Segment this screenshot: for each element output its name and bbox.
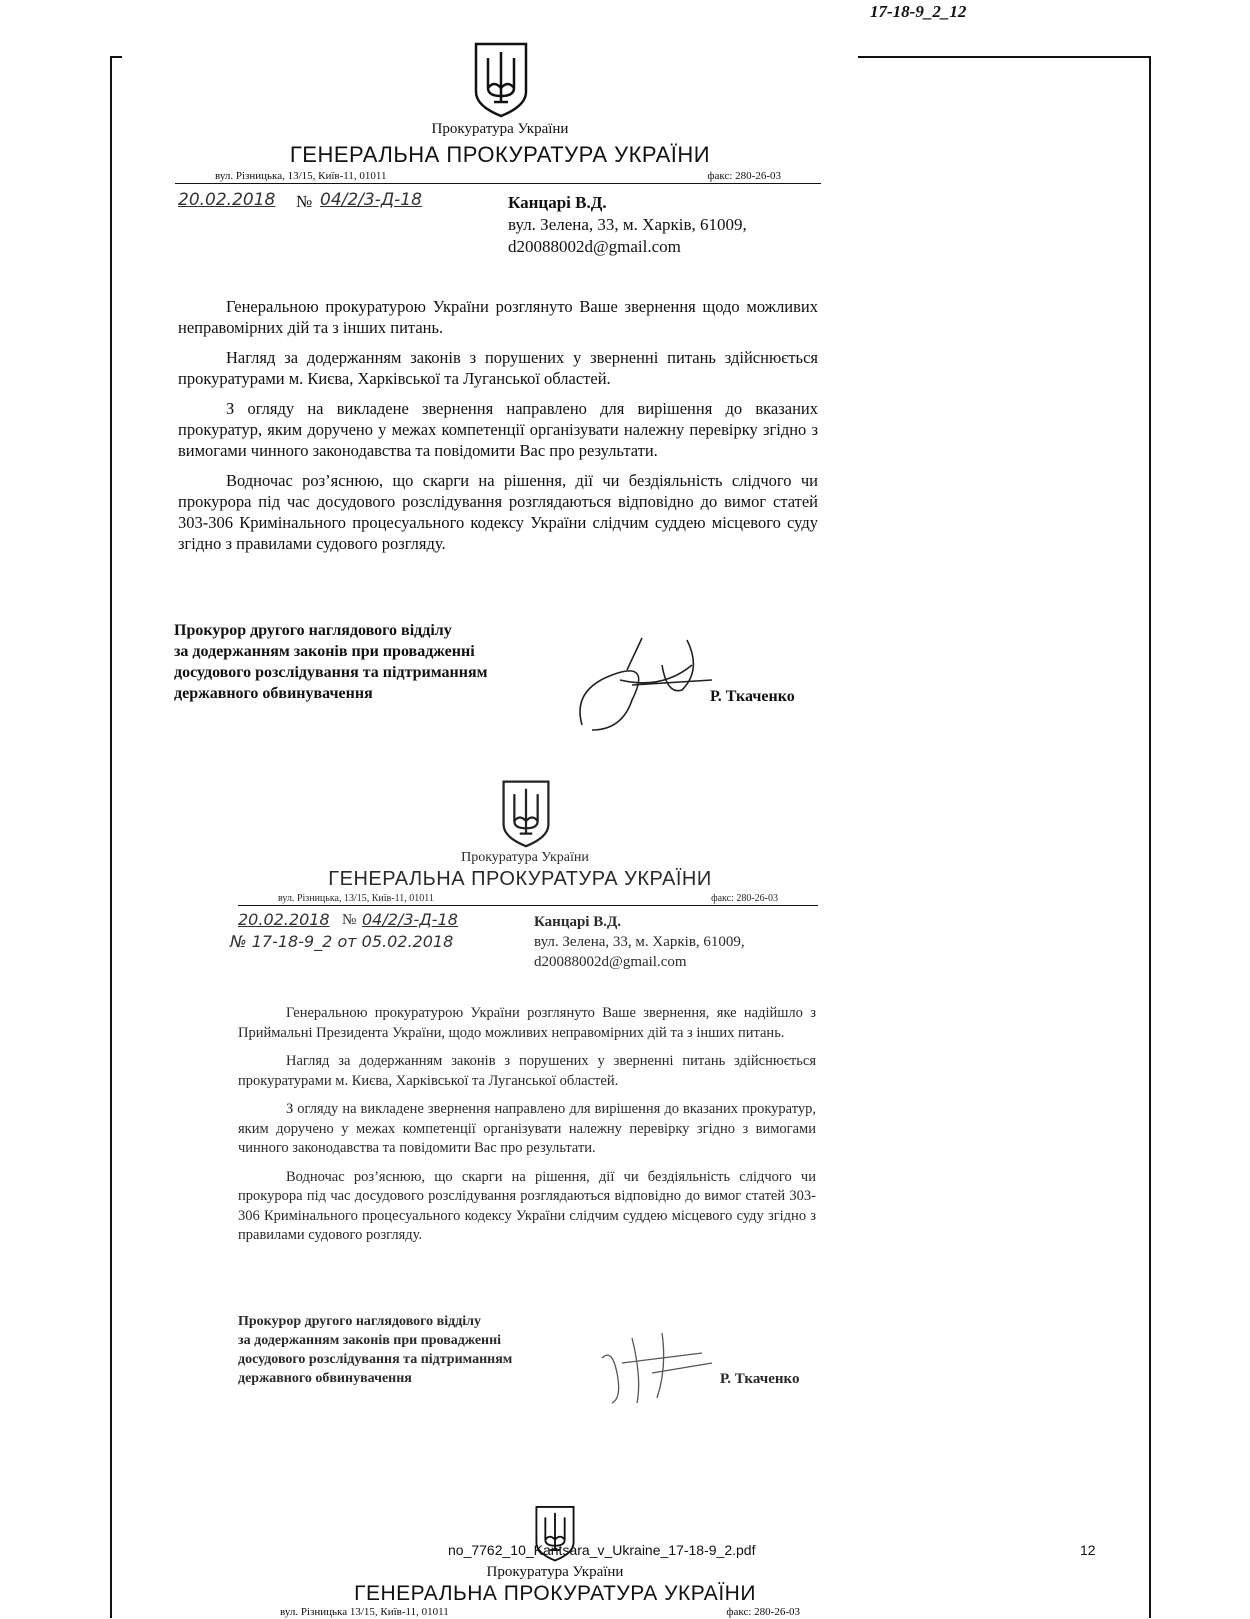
recipient-block: [508, 192, 747, 258]
page-number: 12: [1080, 1542, 1096, 1558]
trident-emblem-icon: [472, 40, 530, 118]
org-address-line: [175, 170, 821, 184]
org-address: вул. Різницька 13/15, Київ-11, 01011: [280, 1606, 449, 1618]
signer-title-line: за додержанням законів при провадженні: [238, 1333, 502, 1348]
paragraph: Водночас роз’яснюю, що скарги на рішення, дії чи бездіяльність слідчого чи прокурора під час досудового розслідування розглядаються відповідно до вимог статей 303-306 Кримінального процесуального кодексу України слідчим суддею місцевого суду згідно з правилами судового розгляду.: [238, 1168, 816, 1243]
org-name-small: Прокуратура України: [431, 121, 569, 137]
org-name-big: ГЕНЕРАЛЬНА ПРОКУРАТУРА УКРАЇНИ: [354, 1582, 756, 1605]
org-fax: факс: 280-26-03: [707, 170, 781, 182]
recipient-email: d20088002d@gmail.com: [508, 237, 681, 256]
org-address-line: [240, 1606, 840, 1619]
document-reference: 17-18-9_2_12: [870, 2, 967, 21]
recipient-address: вул. Зелена, 33, м. Харків, 61009,: [508, 215, 747, 234]
footer-filename: no_7762_10_Kantsara_v_Ukraine_17-18-9_2.pdf: [448, 1542, 756, 1558]
handwritten-signature: [592, 1318, 722, 1408]
org-name-small: Прокуратура України: [486, 1564, 624, 1580]
letter-body: [178, 296, 818, 563]
number-label: №: [296, 192, 313, 211]
outgoing-number: 04/2/3-Д-18: [362, 910, 458, 929]
paragraph: Генеральною прокуратурою України розглянуто Ваше звернення, яке надійшло з Приймальні Президента України, щодо можливих неправомірних дій та з інших питань.: [238, 1005, 816, 1041]
signer-title: [238, 1312, 512, 1388]
frame-left: [110, 56, 112, 1618]
signer-title-line: досудового розслідування та підтриманням: [238, 1352, 513, 1367]
recipient-block: [534, 912, 745, 972]
frame-top-right: [858, 56, 1151, 58]
signer-title-line: державного обвинувачення: [174, 685, 373, 702]
signer-title-line: досудового розслідування та підтриманням: [174, 664, 488, 681]
paragraph: Генеральною прокуратурою України розглянуто Ваше звернення щодо можливих неправомірних дій та з інших питань.: [178, 297, 818, 337]
org-name-big: ГЕНЕРАЛЬНА ПРОКУРАТУРА УКРАЇНИ: [328, 868, 712, 890]
paragraph: З огляду на викладене звернення направлено для вирішення до вказаних прокуратур, яким доручено у межах компетенції організувати належну перевірку згідно з вимогами чинного законодавства та повідомити Вас про результати.: [238, 1101, 816, 1156]
recipient-name: Канцарі В.Д.: [534, 914, 622, 930]
paragraph: Нагляд за додержанням законів з порушених у зверненні питань здійснюється прокуратурами м. Києва, Харківської та Луганської областей.: [238, 1053, 816, 1089]
org-name-big: ГЕНЕРАЛЬНА ПРОКУРАТУРА УКРАЇНИ: [289, 142, 711, 167]
letter-body: [238, 1004, 816, 1255]
signer-title-line: Прокурор другого наглядового відділу: [238, 1314, 482, 1329]
org-name-small: Прокуратура України: [461, 850, 589, 865]
outgoing-number: 04/2/3-Д-18: [320, 190, 422, 210]
frame-right: [1149, 56, 1151, 1618]
org-address-line: [238, 893, 818, 906]
incoming-registration: № 17-18-9_2 от 05.02.2018: [230, 932, 454, 951]
signer-title-line: Прокурор другого наглядового відділу: [174, 622, 452, 639]
signer-title-line: державного обвинувачення: [238, 1371, 412, 1386]
signer-name: Р. Ткаченко: [720, 1371, 800, 1387]
handwritten-signature: [572, 630, 722, 740]
paragraph: З огляду на викладене звернення направлено для вирішення до вказаних прокуратур, яким доручено у межах компетенції організувати належну перевірку згідно з вимогами чинного законодавства та повідомити Вас про результати.: [178, 399, 818, 460]
paragraph: Водночас роз’яснюю, що скарги на рішення, дії чи бездіяльність слідчого чи прокурора під час досудового розслідування розглядаються відповідно до вимог статей 303-306 Кримінального процесуального кодексу України слідчим суддею місцевого суду згідно з правилами судового розгляду.: [178, 471, 818, 553]
org-address: вул. Різницька, 13/15, Київ-11, 01011: [215, 170, 387, 182]
signer-title-line: за додержанням законів при провадженні: [174, 643, 475, 660]
outgoing-date: 20.02.2018: [238, 910, 330, 929]
trident-emblem-icon: [500, 778, 552, 848]
org-address: вул. Різницька, 13/15, Київ-11, 01011: [278, 893, 434, 904]
recipient-name: Канцарі В.Д.: [508, 193, 607, 212]
number-label: №: [342, 912, 357, 928]
org-fax: факс: 280-26-03: [726, 1606, 800, 1618]
paragraph: Нагляд за додержанням законів з порушених у зверненні питань здійснюється прокуратурами м. Києва, Харківської та Луганської областей.: [178, 348, 818, 388]
recipient-address: вул. Зелена, 33, м. Харків, 61009,: [534, 934, 745, 950]
signer-title: [174, 620, 488, 704]
org-fax: факс: 280-26-03: [711, 893, 778, 904]
recipient-email: d20088002d@gmail.com: [534, 954, 687, 970]
outgoing-date: 20.02.2018: [178, 190, 276, 210]
signer-name: Р. Ткаченко: [710, 688, 795, 705]
